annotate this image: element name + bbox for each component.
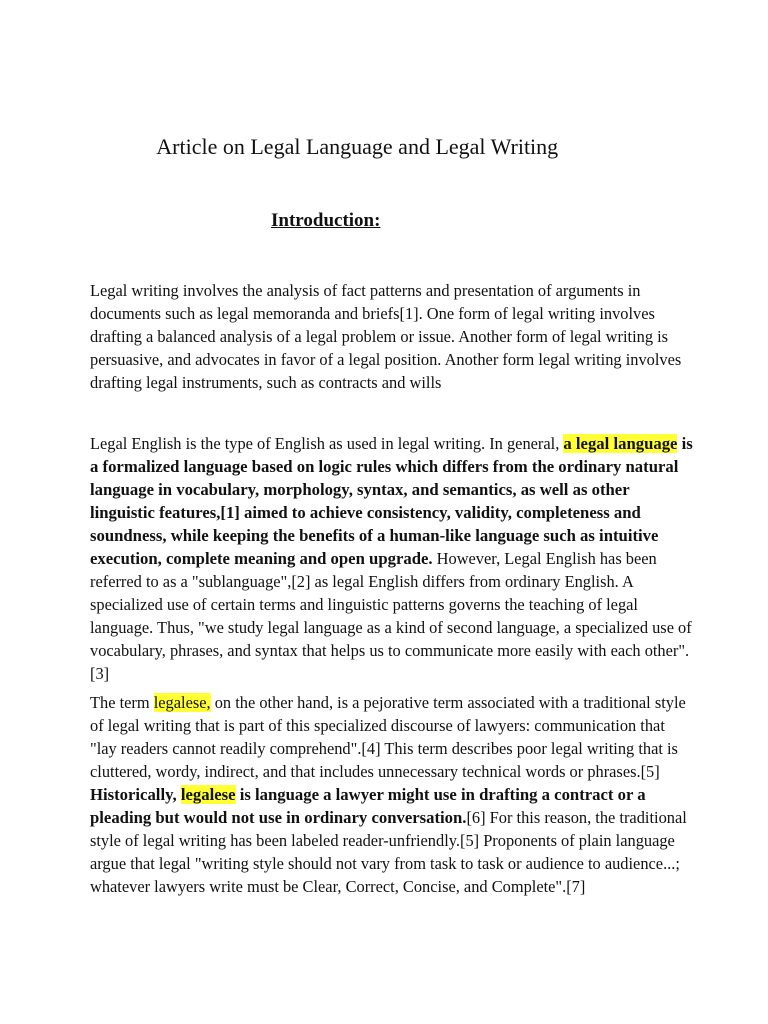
paragraph-legal-english — [90, 432, 694, 685]
text-run: on the other hand, is a pejorative term associated with a traditional style of legal writing that is part of this specialized discourse of lawyers: communication that "lay readers cannot readily comprehend".[4] This term describes poor legal writing that is cluttered, wordy, indirect, and that includes unnecessary technical words or phrases.[5] — [90, 693, 686, 781]
text-run: However, Legal English has been referred to as a "sublanguage",[2] as legal English differs from ordinary English. A specialized use of certain terms and linguistic patterns governs the teaching of legal language. Thus, "we study legal language as a kind of second language, a specialized use of vocabulary, phrases, and syntax that helps us to communicate more easily with each other".[3] — [90, 549, 692, 683]
bold-definition: is a formalized language based on logic rules which differs from the ordinary natural language in vocabulary, morphology, syntax, and semantics, as well as other linguistic features,[1] aimed to achieve consistency, validity, completeness and soundness, while keeping the benefits of a human-like language such as intuitive execution, complete meaning and open upgrade. — [90, 434, 693, 568]
text-run: The term — [90, 693, 154, 712]
highlighted-term: a legal language — [563, 434, 678, 453]
section-heading-introduction: Introduction: — [271, 210, 381, 231]
document-title: Article on Legal Language and Legal Writing — [152, 134, 559, 159]
paragraph-legalese — [90, 691, 694, 898]
text-run: [6] For this reason, the traditional style of legal writing has been labeled reader-unfriendly.[5] Proponents of plain language argue that legal "writing style should not vary from task to task or audience to audience...; whatever lawyers write must be Clear, Correct, Concise, and Complete".[7] — [90, 808, 687, 896]
paragraph-legal-writing: Legal writing involves the analysis of fact patterns and presentation of arguments in documents such as legal memoranda and briefs[1]. One form of legal writing involves drafting a balanced analysis of a legal problem or issue. Another form of legal writing is persuasive, and advocates in favor of a legal position. Another form legal writing involves drafting legal instruments, such as contracts and wills — [90, 281, 682, 392]
text-run: Legal English is the type of English as used in legal writing. In general, — [90, 434, 564, 453]
bold-text: Historically, — [90, 785, 181, 804]
highlighted-term: legalese — [180, 785, 236, 804]
highlighted-term: legalese, — [153, 693, 211, 712]
bold-text: is language a lawyer might use in drafting a contract or a pleading but would not use in ordinary conversation. — [90, 785, 646, 827]
